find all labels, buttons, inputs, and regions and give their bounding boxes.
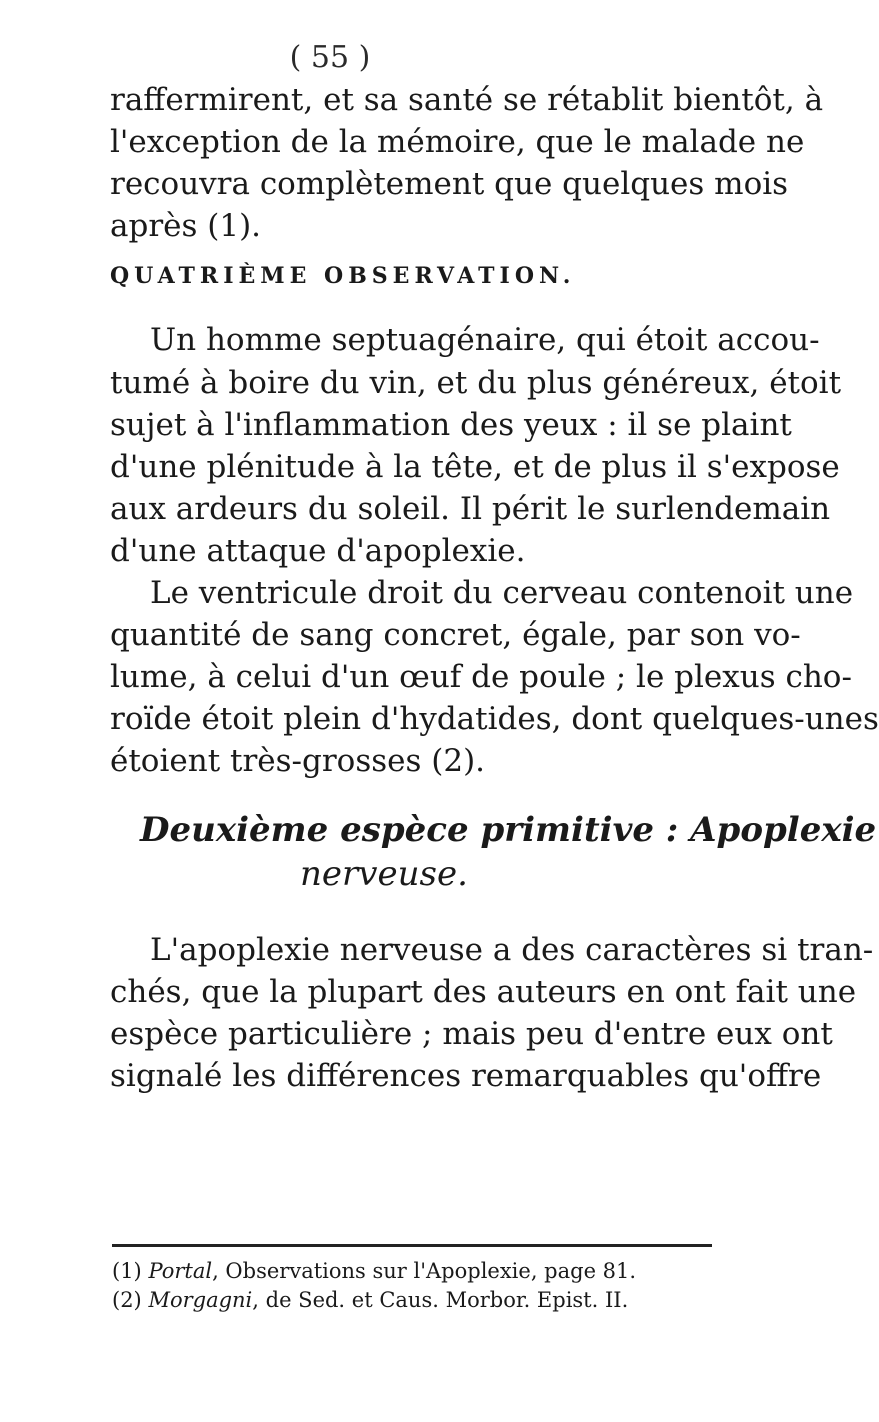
observation-line-6: d'une attaque d'apoplexie. [110, 533, 526, 569]
footnote-2-author: Morgagni [148, 1288, 253, 1312]
observation-line-8: quantité de sang concret, égale, par son vo- [110, 617, 801, 653]
observation-line-7: Le ventricule droit du cerveau contenoit une [150, 575, 854, 611]
observation-line-4: d'une plénitude à la tête, et de plus il s'expose [110, 449, 840, 485]
footnote-2-marker: (2) [112, 1288, 142, 1312]
section-line-3: espèce particulière ; mais peu d'entre eux ont [110, 1016, 833, 1052]
footnote-1 [112, 1258, 636, 1284]
footnote-1-author: Portal [148, 1259, 213, 1283]
intro-line-2: l'exception de la mémoire, que le malade ne [110, 124, 805, 160]
observation-heading: QUATRIÈME OBSERVATION. [110, 263, 576, 289]
intro-line-1: raffermirent, et sa santé se rétablit bientôt, à [110, 82, 824, 118]
observation-line-9: lume, à celui d'un œuf de poule ; le plexus cho- [110, 659, 852, 695]
section-title-line-1: Deuxième espèce primitive : Apoplexie [140, 810, 877, 850]
footnote-divider [112, 1244, 712, 1247]
section-line-1: L'apoplexie nerveuse a des caractères si tran- [150, 932, 874, 968]
footnote-2 [112, 1287, 628, 1313]
footnote-1-marker: (1) [112, 1259, 142, 1283]
footnote-1-text: , Observations sur l'Apoplexie, page 81. [212, 1259, 637, 1283]
observation-line-11: étoient très-grosses (2). [110, 743, 486, 779]
page-number: ( 55 ) [289, 40, 371, 75]
observation-line-10: roïde étoit plein d'hydatides, dont quelques-unes [110, 701, 879, 737]
section-line-4: signalé les différences remarquables qu'offre [110, 1058, 822, 1094]
observation-line-3: sujet à l'inflammation des yeux : il se plaint [110, 407, 792, 443]
footnote-2-text: , de Sed. et Caus. Morbor. Epist. II. [252, 1288, 629, 1312]
observation-line-5: aux ardeurs du soleil. Il périt le surlendemain [110, 491, 831, 527]
intro-line-4: après (1). [110, 208, 262, 244]
observation-line-1: Un homme septuagénaire, qui étoit accou- [150, 322, 820, 358]
section-title-line-2: nerveuse. [300, 854, 468, 894]
section-line-2: chés, que la plupart des auteurs en ont fait une [110, 974, 857, 1010]
intro-line-3: recouvra complètement que quelques mois [110, 166, 789, 202]
observation-line-2: tumé à boire du vin, et du plus généreux, étoit [110, 365, 842, 401]
